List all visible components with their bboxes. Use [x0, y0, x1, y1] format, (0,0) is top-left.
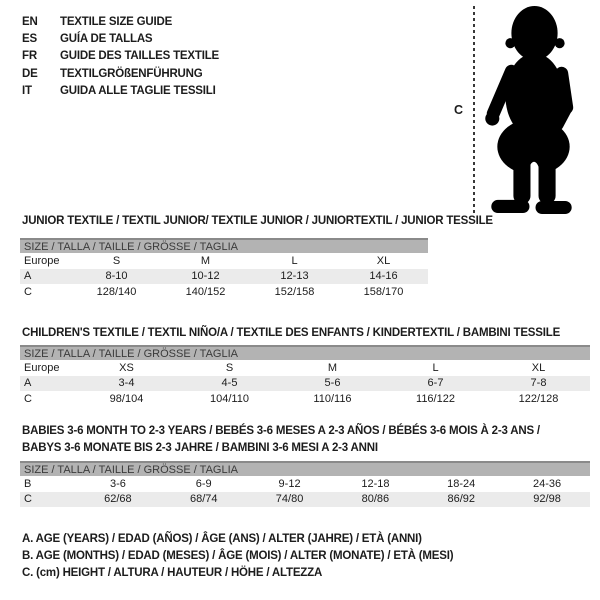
size-value-cell: 12-13 [250, 269, 339, 285]
language-label: TEXTILGRÖßENFÜHRUNG [60, 67, 203, 80]
row-label: A [20, 269, 72, 285]
language-row-en [22, 13, 219, 30]
size-value-cell: 9-12 [278, 477, 301, 490]
size-value-cell: 7-8 [487, 376, 590, 392]
footnotes [22, 531, 453, 583]
size-value-cell: 18-24 [447, 477, 476, 490]
size-value-cell: 128/140 [96, 285, 137, 298]
size-value-cell: 80/86 [332, 492, 418, 508]
footnote-age-years: A. AGE (YEARS) / EDAD (AÑOS) / ÂGE (ANS) / ALTER (JAHRE) / ETÀ (ANNI) [22, 533, 422, 545]
language-code: EN [22, 15, 38, 28]
size-value-cell: 6-7 [384, 376, 487, 392]
language-row-it [22, 83, 219, 100]
children-section-title: CHILDREN'S TEXTILE / TEXTIL NIÑO/A / TEXTILE DES ENFANTS / KINDERTEXTIL / BAMBINI TESSILE [22, 327, 561, 339]
size-value-cell: L [291, 254, 298, 267]
size-value-cell: 3-4 [75, 376, 178, 392]
size-value-cell: 6-9 [195, 477, 212, 490]
size-value-cell: 8-10 [72, 269, 161, 285]
size-value-cell: 74/80 [247, 492, 333, 508]
size-value-cell: 140/152 [185, 285, 226, 298]
size-value-cell: XL [531, 361, 546, 374]
height-measure-dashed-line [473, 6, 475, 213]
size-value-cell: S [112, 254, 121, 267]
row-label: Europe [24, 361, 60, 374]
size-header-bar: SIZE / TALLA / TAILLE / GRÖSSE / TAGLIA [20, 462, 590, 476]
children-size-table [20, 345, 590, 407]
size-value-cell: M [327, 361, 338, 374]
row-label: A [20, 376, 75, 392]
size-header-bar: SIZE / TALLA / TAILLE / GRÖSSE / TAGLIA [20, 239, 428, 253]
language-code: DE [22, 67, 38, 80]
language-label: TEXTILE SIZE GUIDE [60, 15, 173, 28]
table-row [20, 284, 428, 300]
language-label: GUIDE DES TAILLES TEXTILE [60, 50, 219, 63]
size-header-row [20, 239, 428, 253]
toddler-silhouette-image [477, 3, 590, 214]
size-header-row [20, 346, 590, 360]
table-row [20, 253, 428, 269]
size-value-cell: 104/110 [210, 392, 249, 405]
size-value-cell: 14-16 [339, 269, 428, 285]
size-value-cell: 24-36 [533, 477, 562, 490]
size-header-row [20, 462, 590, 476]
language-row-de [22, 65, 219, 82]
row-label: C [24, 285, 32, 298]
size-value-cell: 152/158 [274, 285, 315, 298]
row-label: B [24, 477, 32, 490]
babies-title-line2: BABYS 3-6 MONATE BIS 2-3 JAHRE / BAMBINI 3-6 MESI A 2-3 ANNI [22, 442, 378, 454]
language-row-fr [22, 48, 219, 65]
size-value-cell: 86/92 [418, 492, 504, 508]
size-value-cell: L [432, 361, 439, 374]
size-value-cell: 98/104 [109, 392, 144, 405]
size-value-cell: 4-5 [178, 376, 281, 392]
size-value-cell: 62/68 [75, 492, 161, 508]
size-value-cell: 110/116 [313, 392, 352, 405]
table-row [20, 376, 590, 392]
size-value-cell: 92/98 [504, 492, 590, 508]
language-label: GUIDA ALLE TAGLIE TESSILI [60, 85, 216, 98]
table-row [20, 360, 590, 376]
table-row [20, 391, 590, 407]
size-value-cell: 122/128 [518, 392, 559, 405]
language-code: IT [22, 85, 32, 98]
size-value-cell: S [225, 361, 234, 374]
table-row [20, 492, 590, 508]
row-label: C [24, 392, 32, 405]
footnote-height-cm: C. (cm) HEIGHT / ALTURA / HAUTEUR / HÖHE / ALTEZZA [22, 567, 323, 580]
babies-size-table [20, 461, 590, 507]
babies-title-line1: BABIES 3-6 MONTH TO 2-3 YEARS / BEBÉS 3-6 MESES A 2-3 AÑOS / BÉBÉS 3-6 MOIS À 2-3 ANS / [22, 425, 540, 437]
size-value-cell: 158/170 [363, 285, 404, 298]
babies-section-title [22, 423, 540, 457]
language-list [22, 13, 219, 100]
size-value-cell: 10-12 [161, 269, 250, 285]
junior-section-title: JUNIOR TEXTILE / TEXTIL JUNIOR/ TEXTILE JUNIOR / JUNIORTEXTIL / JUNIOR TESSILE [22, 215, 493, 227]
size-value-cell: XS [119, 361, 134, 374]
table-row [20, 476, 590, 492]
size-value-cell: M [200, 254, 211, 267]
footnote-age-months: B. AGE (MONTHS) / EDAD (MESES) / ÂGE (MOIS) / ALTER (MONATE) / ETÀ (MESI) [22, 550, 454, 563]
height-measure-label: C [454, 103, 464, 117]
row-label: C [20, 492, 75, 508]
language-code: ES [22, 33, 37, 46]
table-row [20, 269, 428, 285]
size-value-cell: 116/122 [416, 392, 455, 405]
language-code: FR [22, 50, 37, 63]
size-value-cell: 12-18 [361, 477, 390, 490]
size-value-cell: 3-6 [109, 477, 126, 490]
language-label: GUÍA DE TALLAS [60, 33, 153, 46]
language-row-es [22, 30, 219, 47]
size-value-cell: XL [376, 254, 391, 267]
size-header-bar: SIZE / TALLA / TAILLE / GRÖSSE / TAGLIA [20, 346, 590, 360]
junior-size-table [20, 238, 428, 300]
size-value-cell: 5-6 [281, 376, 384, 392]
row-label: Europe [24, 254, 60, 267]
size-value-cell: 68/74 [161, 492, 247, 508]
